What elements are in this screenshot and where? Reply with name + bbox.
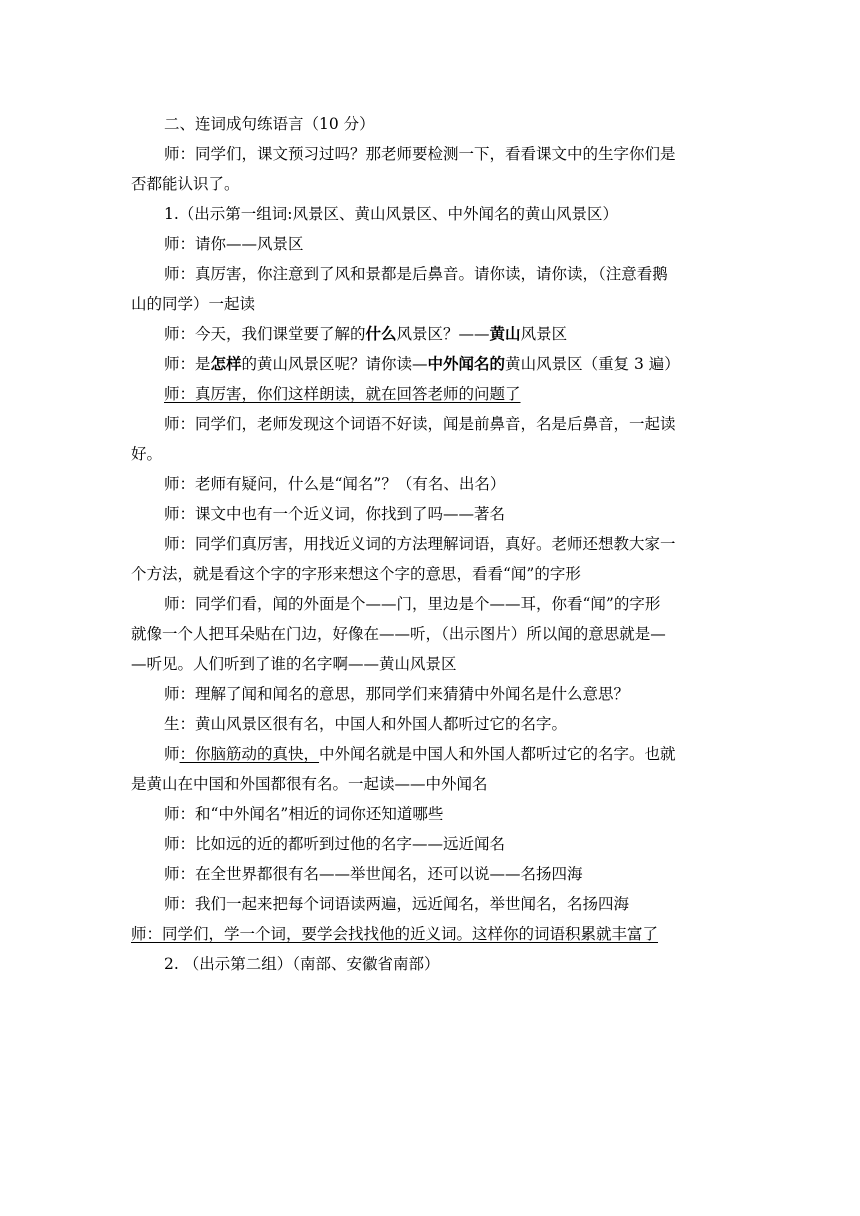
paragraph-line: 师：请你——风景区: [164, 235, 304, 253]
paragraph-line: 个方法，就是看这个字的字形来想这个字的意思，看看“闻”的字形: [131, 565, 581, 583]
lesson-text: [131, 109, 731, 979]
paragraph-line: 好。: [131, 445, 163, 463]
paragraph-line: 就像一个人把耳朵贴在门边，好像在——听，（出示图片）所以闻的意思就是—: [131, 625, 666, 643]
paragraph-line: 是黄山在中国和外国都很有名。一起读——中外闻名: [131, 775, 488, 793]
paragraph-line: —听见。人们听到了谁的名字啊——黄山风景区: [131, 655, 457, 673]
paragraph-line: 师：理解了闻和闻名的意思，那同学们来猜猜中外闻名是什么意思？: [164, 685, 630, 703]
paragraph-line: 师：和“中外闻名”相近的词你还知道哪些: [164, 805, 444, 823]
paragraph-line: 师：老师有疑问，什么是“闻名”？（有名、出名）: [164, 475, 506, 493]
word-group-1: 1.（出示第一组词:风景区、黄山风景区、中外闻名的黄山风景区）: [164, 205, 619, 223]
underlined-text: ：你脑筋动的真快，: [179, 745, 320, 763]
bold-text: 怎样: [210, 355, 242, 373]
word-group-2: 2. （出示第二组）（南部、安徽省南部）: [164, 955, 440, 973]
paragraph-line: 师：你脑筋动的真快，中外闻名就是中国人和外国人都听过它的名字。也就: [131, 739, 731, 769]
paragraph-line: 山的同学）一起读: [131, 295, 256, 313]
bold-text: 什么: [365, 325, 397, 343]
paragraph-line: 师：课文中也有一个近义词，你找到了吗——著名: [164, 505, 506, 523]
paragraph-line: 师：同学们，课文预习过吗？那老师要检测一下，看看课文中的生字你们是: [164, 145, 676, 163]
paragraph-line: 师：我们一起来把每个词语读两遍，远近闻名，举世闻名，名扬四海: [164, 895, 630, 913]
paragraph-line: 师：在全世界都很有名——举世闻名，还可以说——名扬四海: [164, 865, 583, 883]
underlined-line: 师：真厉害，你们这样朗读，就在回答老师的问题了: [164, 385, 521, 403]
paragraph-line: 师：同学们，老师发现这个词语不好读，闻是前鼻音，名是后鼻音，一起读: [164, 415, 676, 433]
paragraph-line: 师：同学们真厉害，用找近义词的方法理解词语，真好。老师还想教大家一: [164, 535, 676, 553]
paragraph-line: 否都能认识了。: [131, 175, 240, 193]
paragraph-line: 师：比如远的近的都听到过他的名字——远近闻名: [164, 835, 506, 853]
paragraph-line: 师：真厉害，你注意到了风和景都是后鼻音。请你读，请你读，（注意看鹅: [164, 265, 668, 283]
paragraph-line: 生：黄山风景区很有名，中国人和外国人都听过它的名字。: [164, 715, 568, 733]
paragraph-line: 师：今天，我们课堂要了解的什么风景区？——黄山风景区: [164, 325, 568, 343]
paragraph-line: 师：同学们看，闻的外面是个——门，里边是个——耳，你看“闻”的字形: [164, 595, 661, 613]
bold-text: 中外闻名的: [427, 355, 506, 373]
paragraph-line: 师：是怎样的黄山风景区呢？请你读—中外闻名的黄山风景区（重复 3 遍）: [164, 355, 680, 373]
bold-text: 黄山: [489, 325, 521, 343]
underlined-line: 师：同学们，学一个词，要学会找找他的近义词。这样你的词语积累就丰富了: [131, 925, 659, 943]
section-heading: 二、连词成句练语言（10 分）: [164, 115, 375, 133]
